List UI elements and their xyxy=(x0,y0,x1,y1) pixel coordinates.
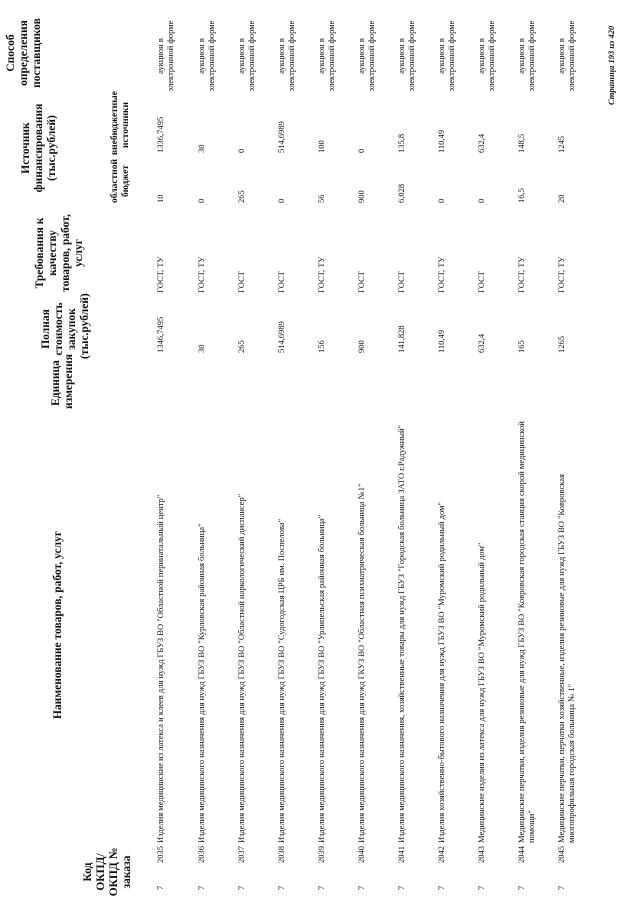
quality-requirements: ГОСТ xyxy=(276,271,286,293)
total-cost: 141,828 xyxy=(396,325,406,353)
procurement-method: аукцион в электронной форме xyxy=(396,20,416,92)
procurement-method: аукцион в электронной форме xyxy=(236,20,256,92)
regional-budget: 0 xyxy=(196,198,206,203)
extrabudget-sources: 1245 xyxy=(556,136,566,153)
quality-requirements: ГОСТ xyxy=(476,271,486,293)
total-cost: 514,6989 xyxy=(276,321,286,353)
header-source-extrabudget: внебюджетные источники xyxy=(110,91,131,155)
extrabudget-sources: 100 xyxy=(316,140,326,153)
code-prefix: 7 xyxy=(396,885,406,890)
total-cost: 110,49 xyxy=(436,329,446,353)
item-name: Изделия медицинского назначения, хозяйственные товары для нужд ГБУЗ "Городская больница ЗАТО г.Радужный" xyxy=(396,424,406,843)
header-source: Источник финансирования (тыс.рублей) xyxy=(20,103,58,193)
extrabudget-sources: 632,4 xyxy=(476,133,486,153)
procurement-method: аукцион в электронной форме xyxy=(155,20,175,92)
header-name: Наименование товаров, работ, услуг xyxy=(52,530,64,720)
item-name: Медицинские изделия из латекса для нужд ГБУЗ ВО "Муромский родильный дом" xyxy=(476,542,486,843)
item-name: Медицинские перчатки, перчатки хозяйственные, изделия резиновые для нужд ГБУЗ ВО "Ковровская многопрофильная городская больница № 1" xyxy=(556,474,576,843)
extrabudget-sources: 30 xyxy=(196,144,206,153)
regional-budget: 6,028 xyxy=(396,183,406,203)
code-prefix: 7 xyxy=(476,885,486,890)
quality-requirements: ГОСТ, ТУ xyxy=(316,256,326,293)
procurement-method: аукцион в электронной форме xyxy=(436,20,456,92)
quality-requirements: ГОСТ, ТУ xyxy=(155,256,165,293)
order-number: 2037 xyxy=(236,846,246,863)
total-cost: 1346,7495 xyxy=(155,316,165,353)
regional-budget: 16,5 xyxy=(516,188,526,203)
total-cost: 1265 xyxy=(556,336,566,353)
regional-budget: 10 xyxy=(155,194,165,203)
procurement-method: аукцион в электронной форме xyxy=(356,20,376,92)
item-name: Изделия хозяйственно-бытового назначения для нужд ГБУЗ ВО "Муромский родильный дом" xyxy=(436,502,446,843)
code-prefix: 7 xyxy=(155,885,165,890)
order-number: 2039 xyxy=(316,846,326,863)
regional-budget: 56 xyxy=(316,194,326,203)
code-prefix: 7 xyxy=(516,885,526,890)
regional-budget: 0 xyxy=(276,198,286,203)
total-cost: 156 xyxy=(316,340,326,353)
header-unit: Единица измерения xyxy=(50,354,75,409)
order-number: 2044 xyxy=(516,846,526,863)
quality-requirements: ГОСТ xyxy=(356,271,366,293)
code-prefix: 7 xyxy=(436,885,446,890)
item-name: Медицинские перчатки, изделия резиновые для нужд ГБУЗ ВО "Ковровская городская станция скорой медицинской помощи" xyxy=(516,421,536,843)
order-number: 2045 xyxy=(556,846,566,863)
code-prefix: 7 xyxy=(556,885,566,890)
extrabudget-sources: 1336,7495 xyxy=(155,116,165,153)
header-method: Способ определения поставщиков xyxy=(5,18,43,88)
page-footer: Страница 193 из 420 xyxy=(606,25,616,105)
header-cost: Полная стоимость закупок (тыс.рублей) xyxy=(40,293,91,359)
order-number: 2041 xyxy=(396,846,406,863)
header-code: Код ОКПД/ ОКПД № заказа xyxy=(82,847,133,897)
quality-requirements: ГОСТ xyxy=(396,271,406,293)
item-name: Изделия медицинского назначения для нужд ГБУЗ ВО "Курловская районная больница" xyxy=(196,523,206,843)
order-number: 2036 xyxy=(196,846,206,863)
order-number: 2042 xyxy=(436,846,446,863)
total-cost: 632,4 xyxy=(476,333,486,353)
regional-budget: 900 xyxy=(356,190,366,203)
extrabudget-sources: 0 xyxy=(236,148,246,153)
extrabudget-sources: 135,8 xyxy=(396,133,406,153)
quality-requirements: ГОСТ xyxy=(236,271,246,293)
procurement-method: аукцион в электронной форме xyxy=(276,20,296,92)
extrabudget-sources: 514,6989 xyxy=(276,121,286,153)
total-cost: 30 xyxy=(196,344,206,353)
procurement-method: аукцион в электронной форме xyxy=(516,20,536,92)
code-prefix: 7 xyxy=(276,885,286,890)
procurement-method: аукцион в электронной форме xyxy=(476,20,496,92)
regional-budget: 0 xyxy=(436,198,446,203)
procurement-method: аукцион в электронной форме xyxy=(196,20,216,92)
table-header xyxy=(0,0,150,905)
order-number: 2043 xyxy=(476,846,486,863)
extrabudget-sources: 110,49 xyxy=(436,129,446,153)
regional-budget: 0 xyxy=(476,198,486,203)
extrabudget-sources: 148,5 xyxy=(516,133,526,153)
procurement-method: аукцион в электронной форме xyxy=(316,20,336,92)
quality-requirements: ГОСТ, ТУ xyxy=(556,256,566,293)
regional-budget: 265 xyxy=(236,190,246,203)
code-prefix: 7 xyxy=(316,885,326,890)
code-prefix: 7 xyxy=(196,885,206,890)
procurement-method: аукцион в электронной форме xyxy=(556,20,576,92)
item-name: Изделия медицинского назначения для нужд ГКУЗ ВО "Областная психиатрическая больница №1" xyxy=(356,483,366,843)
item-name: Изделия медицинского назначения для нужд ГБУЗ ВО "Судогодская ЦРБ им. Поспелова" xyxy=(276,518,286,843)
header-requirements: Требования к качеству товаров, работ, услуг xyxy=(34,214,85,292)
order-number: 2035 xyxy=(155,846,165,863)
total-cost: 165 xyxy=(516,340,526,353)
regional-budget: 20 xyxy=(556,194,566,203)
quality-requirements: ГОСТ, ТУ xyxy=(516,256,526,293)
header-source-regional: областной бюджет xyxy=(110,159,131,203)
code-prefix: 7 xyxy=(236,885,246,890)
item-name: Изделия медицинского назначения для нужд ГБУЗ ВО "Областной наркологический диспансер" xyxy=(236,493,246,843)
quality-requirements: ГОСТ, ТУ xyxy=(436,256,446,293)
order-number: 2040 xyxy=(356,846,366,863)
total-cost: 900 xyxy=(356,340,366,353)
item-name: Изделия медицинского назначения для нужд ГБУЗ ВО "Урлипельская районная больница" xyxy=(316,514,326,843)
item-name: Изделия медицинские из латекса и клеев для нужд ГБУЗ ВО "Областной перинатальный центр" xyxy=(155,494,165,843)
order-number: 2038 xyxy=(276,846,286,863)
quality-requirements: ГОСТ, ТУ xyxy=(196,256,206,293)
extrabudget-sources: 0 xyxy=(356,148,366,153)
code-prefix: 7 xyxy=(356,885,366,890)
total-cost: 265 xyxy=(236,340,246,353)
